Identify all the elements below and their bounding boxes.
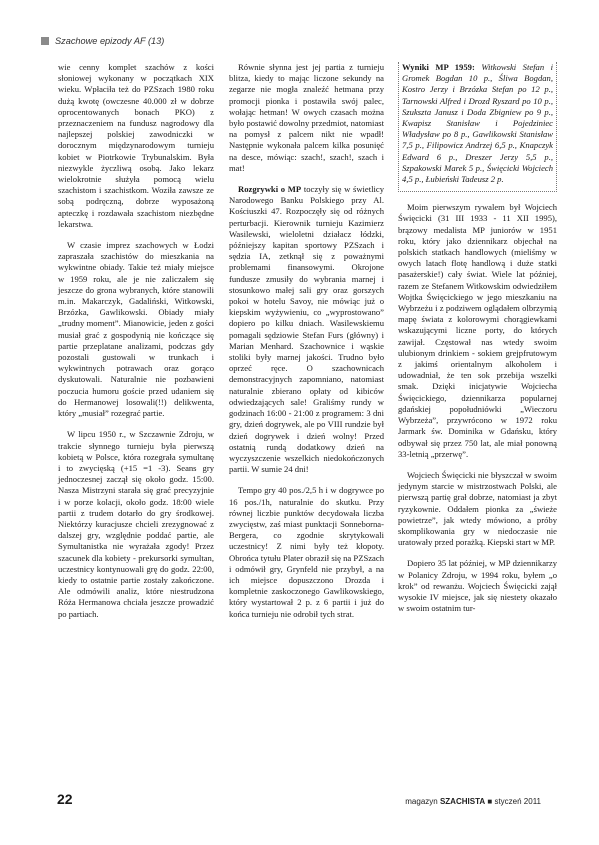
paragraph: W lipcu 1950 r., w Szczawnie Zdroju, w trakcie słynnego turnieju była pierwszą kobietą w Polsce, która rozegrała symultanę i to zwycięską (+15 =1 -3). Seans gry jednoczesnej zaczął się około godz. 15:00. Nasza Mistrzyni starała się grać precyzyjnie i w porze kolacji, około godz. 18:00 wiele partii z trudem dotarło do gry środkowej. Niektórzy kuracjusze chcieli zrezygnować z dalszej gry, względnie poddać partie, ale Symultanistka nie wyrażała zgody! Przez szacunek dla kobiety - prekursorki symultan, uczestnicy kontynuowali grę do godz. 22:00, kiedy to ostatnie partie zostały zakończone. Ale odmówili analiz, które niestrudzona Róża Hermanowa chciała jeszcze prowadzić po partiach.	[58, 429, 214, 619]
header-title: Szachowe epizody AF (13)	[55, 36, 165, 46]
section-lead: Rozgrywki o MP	[238, 184, 302, 195]
paragraph: Wojciech Święcicki nie błyszczał w swoim jedynym starcie w mistrzostwach Polski, ale pierwszą partię grał dobrze, natomiast ja zbyt ryzykownie. Oddałem pionka za „świeże powietrze”, jak wtedy mówiono, a próby skomplikowania gry w niedoczasie nie uratowały przed porażką. Kiepski start w MP.	[398, 469, 557, 548]
results-list: Witkowski Stefan i Gromek Bogdan 10 p., Śliwa Bogdan, Kostro Jerzy i Brzózka Stefan po 12 p., Tarnowski Alfred i Drozd Ryszard po 10 p., Szukszta Janusz i Doda Zbigniew po 9 p., Kwapisz Stanisław i Pojedziniec Władysław po 8 p., Gawlikowski Stanisław 7,5 p., Filipowicz Andrzej 6,5 p., Knapczyk Edward 6 p., Dreszer Jerzy 5,5 p., Szpakowski Marek 5 p., Święcicki Wojciech 4,5 p., Łubieński Tadeusz 2 p.	[402, 62, 554, 185]
footer-info	[405, 797, 541, 806]
footer-separator: ■	[487, 797, 493, 806]
paragraph	[229, 184, 384, 475]
page-header	[41, 36, 164, 46]
text-column-3	[398, 62, 557, 624]
paragraph-body: toczyły się w świetlicy Narodowego Banku Polskiego przy Al. Kościuszki 47. Rozpoczęły się od różnych perturbacji. Kierownik turnieju Kazimierz Wasilewski, wieloletni działacz łódzki, późniejszy kapitan sportowy PZSzach i sędzia IA, zetknął się z poważnymi problemami finansowymi. Okrojone fundusze zmusiły do wybrania marnej i stosunkowo małej sali gry oraz gorszych pokoi w hotelu Savoy, nie mówiąc już o kiepskim wyżywieniu, co „wyprostowano” dopiero po kilku dniach. Wasilewskiemu pomagali sędziowie Stefan Furs (główny) i Marian Menhard. Szachownice i wąskie stoliki były marnej jakości. Trudno było oprzeć ręce. O szachownicach demonstracyjnych zapomniano, natomiast naturalnie zbierano opłaty od kibiców odwiedzających sale! Graliśmy rundy w godzinach 16:00 - 21:00 z programem: 3 dni gry, dzień dogrywek, ale po VIII rundzie był dzień dogrywek i dzień wolny! Przed ostatnią rundą dodatkowy dzień na wyczyszczenie wszelkich niedokończonych partii. W sumie 24 dni!	[229, 184, 385, 475]
paragraph: W czasie imprez szachowych w Łodzi zapraszała szachistów do mieszkania na wykwintne obiady. Takie też miały miejsce w 1959 roku, ale je nie zaliczałem się jeszcze do grona wybranych, które stanowili m.in. Makarczyk, Gadaliński, Witkowski, Brzózka, Gawlikowski. Obiady miały „trudny moment”. Mianowicie, jeden z gości musiał grać z gospodynią nie kończące się partie przeplatane analizami, podczas gdy pozostali gustowali w trunkach i wykwintnych potrawach oraz gorąco dyskutowali. Naturalnie nie pozbawieni poczucia humoru goście przed udaniem się do Hermanowej losowali(!!) delikwenta, który „musiał” rozegrać partie.	[58, 240, 214, 419]
paragraph: Tempo gry 40 pos./2,5 h i w dogrywce po 16 pos./1h, naturalnie do skutku. Przy równej liczbie punktów decydowała liczba zwycięstw, zaś miast punktacji Sonneborna-Bergera, co zgodnie skrytykowali uczestnicy! Z nimi były też kłopoty. Obrońca tytułu Plater obraził się na PZSzach i odmówił gry, Grynfeld nie przybył, a na ich miejsce dopuszczono Drozda i kompletnie zaskoczonego Gawlikowskiego, który wystartował 2 p. z 6 partii i już do końca turnieju nie odrobił tych strat.	[229, 485, 384, 619]
footer-magazine-name: SZACHISTA	[439, 797, 486, 806]
page-number: 22	[57, 791, 73, 807]
footer-issue: styczeń 2011	[494, 797, 541, 806]
paragraph: Moim pierwszym rywalem był Wojciech Święcicki (31 III 1933 - 11 XII 1995), brązowy medalista MP juniorów w 1951 roku, który jako dziennikarz objechał na polskich statkach handlowych (mieliśmy w owych latach flotę handlową i duże statki pasażerskie!) cały świat. Wiele lat później, razem ze Stefanem Witkowskim odwiedziłem Wojtka Święcickiego w jego mieszkaniu na Wybrzeżu i z podziwem oglądałem olbrzymią mapę świata z kolorowymi chorągiewkami wskazującymi liczne porty, do których zawijał. Częstował nas wtedy swoim ulubionym drinkiem - sokiem grejpfrutowym z jakimś orientalnym alkoholem i udowadniał, że ten sok przebija wszelki smak. Dzięki inicjatywie Wojciecha Święcickiego, dziennikarza popularnej gdańskiej popołudniówki „Wieczoru Wybrzeża”, przywrócono w 1972 roku Jarmark św. Dominika w Gdańsku, który odbywał się przez 750 lat, ale miał ponowną 33-letnią „przerwę”.	[398, 202, 557, 459]
text-column-2	[229, 62, 384, 630]
paragraph: Równie słynna jest jej partia z turnieju blitza, kiedy to mając liczone sekundy na zegarze nie mogła znaleźć hetmana przy promocji pionka i postawiła swój palec, wołając hetman! W owych czasach można było postawić dowolny przedmiot, natomiast na pomysł z palcem nikt nie wpadł! Następnie wykonała palcem kilka posunięć na desce, mówiąc: szach!, szach!, szach i mat!	[229, 62, 384, 173]
results-title: Wyniki MP 1959:	[402, 62, 475, 72]
paragraph: wie cenny komplet szachów z kości słoniowej wykonany w początkach XIX wieku. Wpłaciła też do PZSzach 1980 roku dużą kwotę (owczesne 40.000 zł w dobrze oprocentowanych bonach PKO) z przeznaczeniem na fundusz nagrodowy dla najlepszej polskiej zawodniczki w dorocznym międzynarodowym turnieju kobiet w Piotrkowie Trybunalskim. Była niezwykle życzliwą osobą. Jako lekarz wielokrotnie służyła pomocą wielu szachistom i szachistkom. Woziła zawsze ze sobą podręczną, dobrze wyposażoną apteczkę i rozdawała szachistom niezbędne lekarstwa.	[58, 62, 214, 229]
paragraph: Dopiero 35 lat później, w MP dziennikarzy w Polanicy Zdroju, w 1994 roku, byłem „o krok” od rewanżu. Wojciech Święcicki zajął wysokie IV miejsce, jak się niestety okazało w swoim ostatnim tur-	[398, 558, 557, 614]
results-box	[398, 62, 557, 192]
footer-magazine: magazyn	[405, 797, 438, 806]
text-column-1	[58, 62, 214, 630]
header-square-icon	[41, 37, 49, 45]
